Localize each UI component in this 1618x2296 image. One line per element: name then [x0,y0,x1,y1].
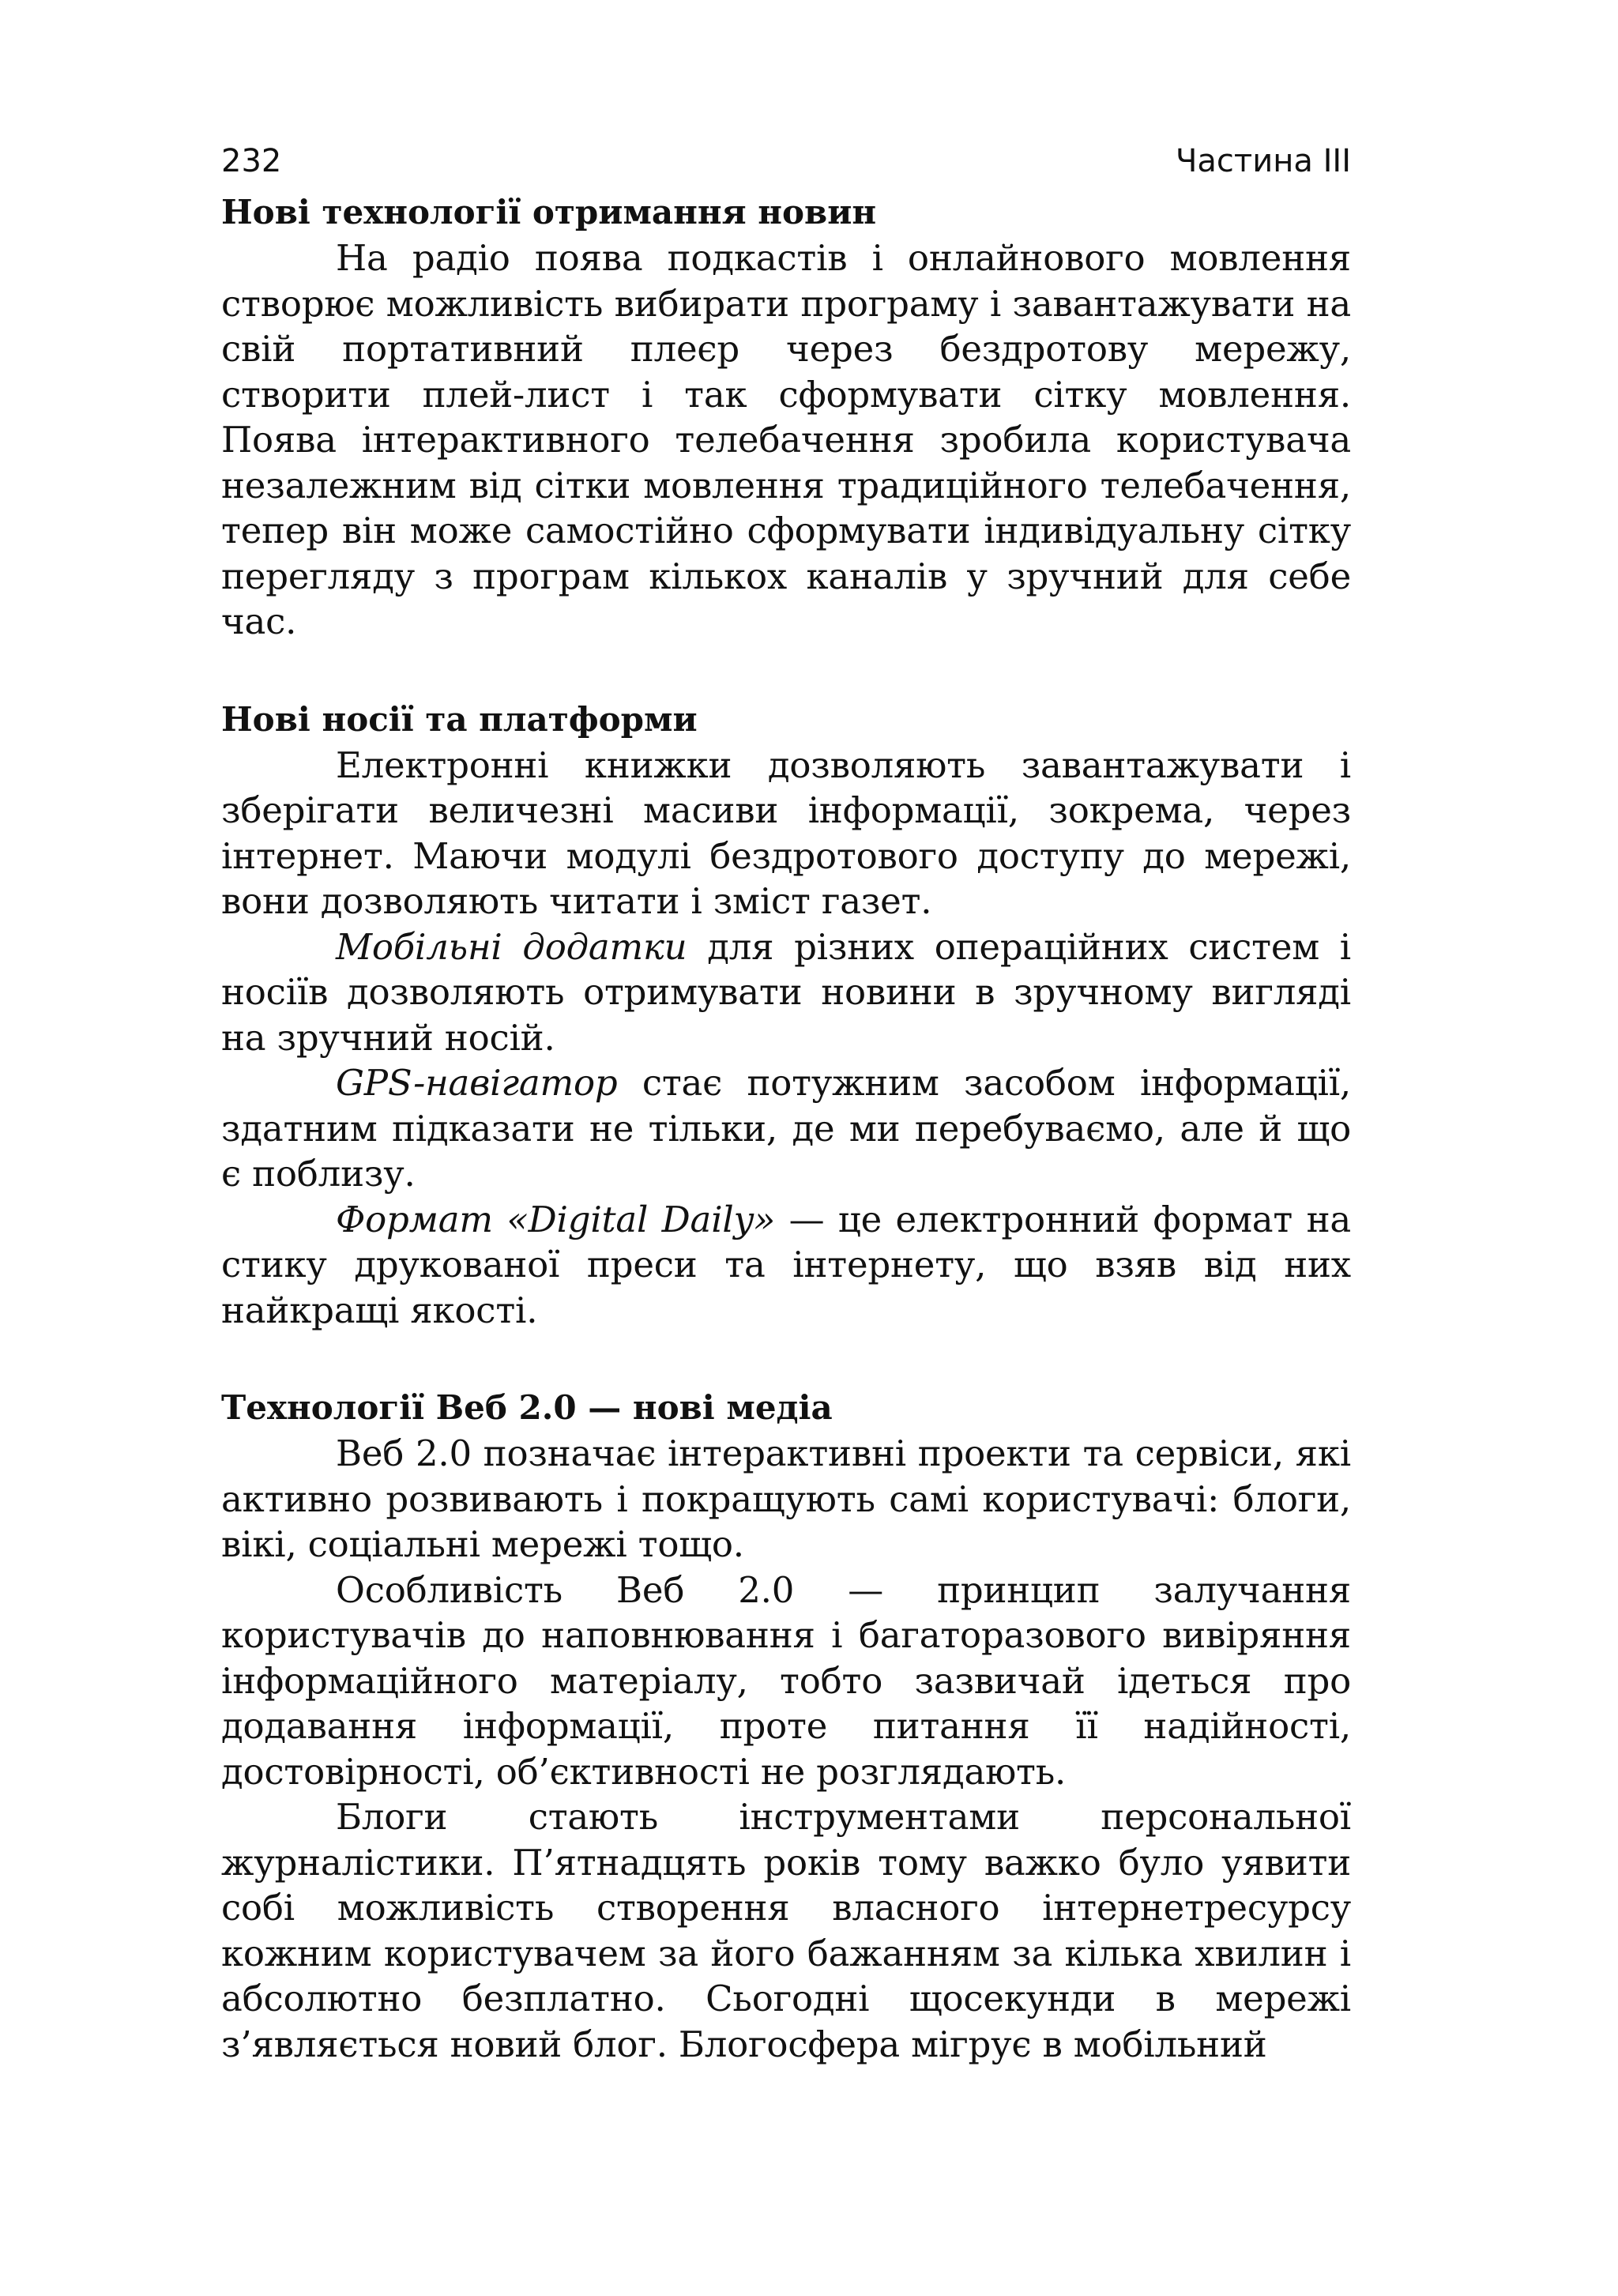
running-header [221,142,1351,180]
term-digital-daily: Формат «Digital Daily» [336,1198,776,1240]
paragraph-gps [221,1060,1351,1197]
paragraph-digital-daily [221,1197,1351,1334]
term-mobile-apps: Мобільні додатки [336,925,687,968]
paragraph-ebooks: Електронні книжки дозволяють завантажувати і зберігати величезні масиви інформації, зокрема, через інтернет. Маючи модулі бездротового доступу до мережі, вони дозволяють читати і зміст газет. [221,743,1351,922]
book-page [221,142,1351,2067]
paragraph-radio-tv: На радіо поява подкастів і онлайнового мовлення створює можливість вибирати програму і завантажувати на свій портативний плеєр через бездротову мережу, створити плей-лист і так сформувати сітку мовлення. Поява інтерактивного телебачення зробила користувача незалежним від сітки мовлення традиційного телебачення, тепер він може самостійно сформувати індивідуальну сітку перегляду з програм кількох каналів у зручний для себе час. [221,237,1351,642]
paragraph-web20-definition: Веб 2.0 позначає інтерактивні проекти та сервіси, які активно розвивають і покращують самі користувачі: блоги, вікі, соціальні мережі тощо. [221,1432,1351,1565]
paragraph-blogs: Блоги стають інструментами персональної журналістики. П’ятнадцять років тому важко було уявити собі можливість створення власного інтернетресурсу кожним користувачем за його бажанням за кілька хвилин і абсолютно безплатно. Сьогодні щосекунди в мережі з’являється новий блог. Блогосфера мігрує в мобільний [221,1796,1351,2065]
part-label: Частина III [1176,143,1351,179]
paragraph-web20-feature: Особливість Веб 2.0 — принцип залучання користувачів до наповнювання і багаторазового вивіряння інформаційного матеріалу, тобто зазвичай ідеться про додавання інформації, проте питання її надійності, достовірності, об’єктивності не розглядають. [221,1568,1351,1793]
paragraph-mobile-apps [221,924,1351,1061]
page-number: 232 [221,143,282,179]
section-spacer [221,1333,1351,1385]
paragraph-gps-text: стає потужним засобом інформації, здатним підказати не тільки, де ми перебуваємо, але й що є поблизу. [221,1062,1351,1195]
section-title-web20: Технології Веб 2.0 — нові медіа [221,1388,833,1427]
paragraph-digital-daily-text: — це електронний формат на стику друкованої преси та інтернету, що взяв від них найкращі якості. [221,1198,1351,1331]
term-gps: GPS-навігатор [336,1062,618,1104]
section-spacer [221,645,1351,697]
section-title-news-tech: Нові технології отримання новин [221,193,877,231]
section-title-new-media-carriers: Нові носії та платформи [221,699,698,739]
paragraph-mobile-apps-text: для різних операційних систем і носіїв дозволяють отримувати новини в зручному вигляді на зручний носій. [221,925,1352,1059]
